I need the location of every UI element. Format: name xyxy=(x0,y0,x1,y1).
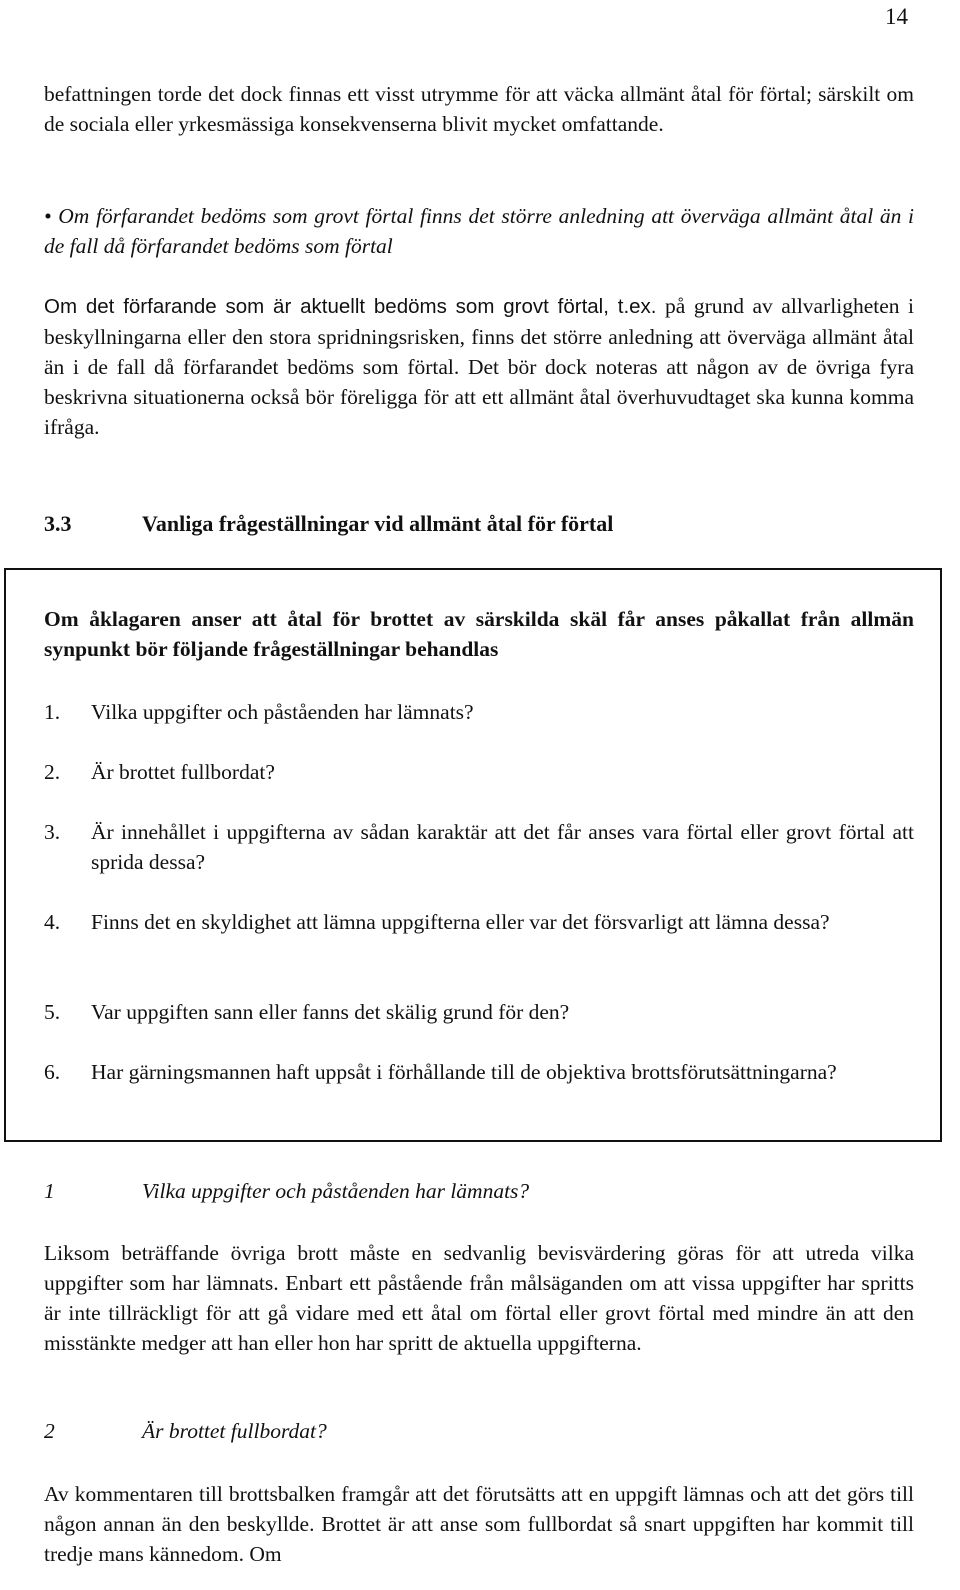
subheading-title: Vilka uppgifter och påståenden har lämnats? xyxy=(142,1179,530,1203)
box-heading: Om åklagaren anser att åtal för brottet av särskilda skäl får anses påkallat från allmän synpunkt bör följande frågeställningar behandlas xyxy=(44,607,914,661)
bullet-icon: • xyxy=(44,204,52,228)
subheading-title: Är brottet fullbordat? xyxy=(142,1419,327,1443)
question-number: 6. xyxy=(44,1060,61,1084)
section-heading xyxy=(44,511,613,537)
grovt-fortal-paragraph xyxy=(44,291,914,442)
question-number: 1. xyxy=(44,700,61,724)
question-number: 4. xyxy=(44,910,61,934)
question-text: Är innehållet i uppgifterna av sådan karaktär att det får anses vara förtal eller grovt förtal att sprida dessa? xyxy=(91,820,914,874)
subsection-1-body: Liksom beträffande övriga brott måste en sedvanlig bevisvärdering göras för att utreda vilka uppgifter som har lämnats. Enbart ett påstående från målsäganden om att vissa uppgifter har spritts är inte tillräckligt för att gå vidare med ett åtal om förtal eller grovt förtal med mindre än att den misstänkte medger att han eller hon har spritt de aktuella uppgifterna. xyxy=(44,1241,914,1355)
subheading-1 xyxy=(44,1179,529,1204)
subsection-2-body: Av kommentaren till brottsbalken framgår att det förutsätts att en uppgift lämnas och att det görs till någon annan än den beskyllde. Brottet är att anse som fullbordat så snart uppgiften har kommit till tredje mans kännedom. Om xyxy=(44,1482,914,1566)
subheading-number: 2 xyxy=(44,1419,55,1443)
question-text: Var uppgiften sann eller fanns det skälig grund för den? xyxy=(91,1000,570,1024)
question-text: Är brottet fullbordat? xyxy=(91,760,275,784)
question-item xyxy=(44,907,914,937)
question-item xyxy=(44,697,914,727)
section-number: 3.3 xyxy=(44,511,72,536)
question-item xyxy=(44,997,914,1027)
question-number: 2. xyxy=(44,760,61,784)
question-text: Vilka uppgifter och påståenden har lämnats? xyxy=(91,700,474,724)
paragraph-rest: på grund av allvarligheten i beskyllningarna eller den stora spridningsrisken, finns det större anledning att överväga allmänt åtal än i de fall då förfarandet bedöms som förtal. Det bör dock noteras att någon av de övriga fyra beskrivna situationerna också bör föreligga för att ett allmänt åtal överhuvudtaget ska kunna komma ifråga. xyxy=(44,294,914,439)
question-text: Finns det en skyldighet att lämna uppgifterna eller var det försvarligt att lämna dessa? xyxy=(91,910,830,934)
bullet-paragraph xyxy=(44,201,914,261)
question-item xyxy=(44,1057,914,1087)
paragraph-lead: Om det förfarande som är aktuellt bedöms som grovt förtal, t.ex. xyxy=(44,295,657,318)
question-text: Har gärningsmannen haft uppsåt i förhållande till de objektiva brottsförutsättningarna? xyxy=(91,1060,837,1084)
intro-continuation-paragraph: befattningen torde det dock finnas ett visst utrymme för att väcka allmänt åtal för förtal; särskilt om de sociala eller yrkesmässiga konsekvenserna blivit mycket omfattande. xyxy=(44,82,914,136)
subheading-number: 1 xyxy=(44,1179,55,1203)
question-item xyxy=(44,757,914,787)
subheading-2 xyxy=(44,1419,327,1444)
question-number: 5. xyxy=(44,1000,61,1024)
section-title: Vanliga frågeställningar vid allmänt åtal för förtal xyxy=(142,511,614,536)
bullet-text: Om förfarandet bedöms som grovt förtal finns det större anledning att överväga allmänt åtal än i de fall då förfarandet bedöms som förtal xyxy=(44,204,915,258)
question-item xyxy=(44,817,914,877)
question-number: 3. xyxy=(44,820,61,844)
page-number: 14 xyxy=(885,4,908,29)
